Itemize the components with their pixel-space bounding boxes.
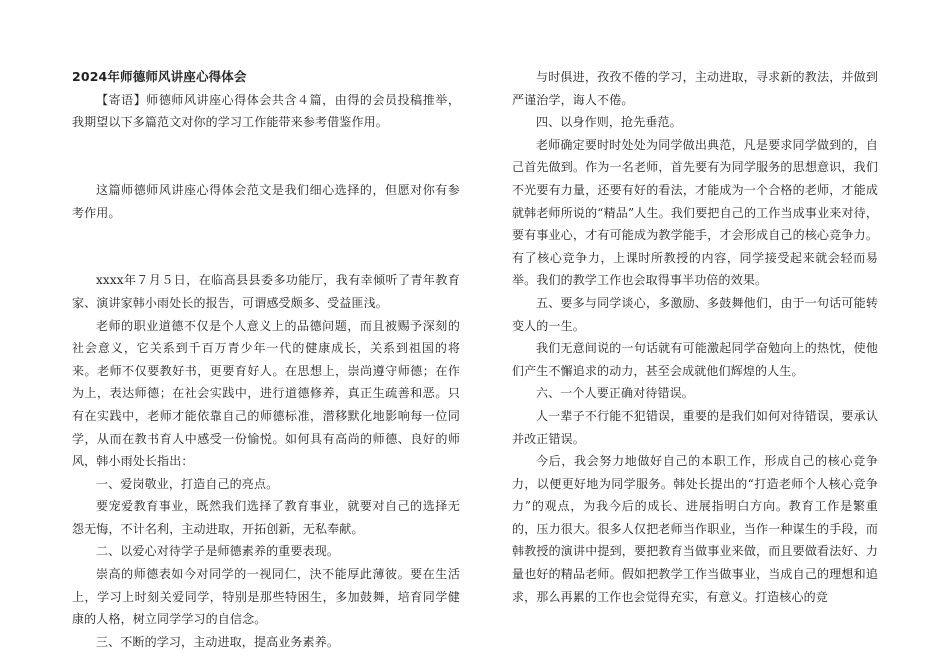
blank-line bbox=[72, 156, 460, 179]
paragraph: 老师确定要时时处处为同学做出典范，凡是要求同学做到的，自己首先做到。作为一名老师，首先要有为同学服务的思想意识，我们不光要有力量，还要有好的看法，才能成为一个合格的老师，才能成就韩老师所说的“精品”人生。我们要把自己的工作当成事业来对待，要有事业心，才有可能成为教学能手，才会形成自己的核心竞争力。有了核心竞争力，上课时所教授的内容，同学接受起来就会轻而易举。我们的教学工作也会取得事半功倍的效果。 bbox=[512, 137, 878, 288]
paragraph: xxxx年７月５日，在临高县县委多功能厅，我有幸倾听了青年教育家、演讲家韩小雨处长的报告，可谓感受颇多、受益匪浅。 bbox=[72, 273, 460, 310]
section-heading: 四、以身作则，抢先垂范。 bbox=[536, 115, 682, 130]
paragraph: 老师的职业道德不仅是个人意义上的品德问题，而且被赐予深刻的社会意义，它关系到千百万青少年一代的健康成长，关系到祖国的将来。老师不仅要教好书，更要育好人。在思想上，崇尚遵守师德；在作为上，表达师德；在社会实践中，进行道德修养，真正生疏善和恶。只有在实践中，老师才能依靠自己的师德标准，潜移默化地影响每一位同学，从而在教书育人中感受一份愉悦。如何具有高尚的师德、良好的师风，韩小雨处长指出： bbox=[72, 318, 460, 469]
section-heading: 六、一个人要正确对待错误。 bbox=[536, 386, 694, 401]
paragraph: 人一辈子不行能不犯错误，重要的是我们如何对待错误，要承认并改正错误。 bbox=[512, 408, 878, 446]
section-heading: 一、爱岗敬业，打造自己的亮点。 bbox=[96, 476, 279, 491]
paragraph: 我们无意间说的一句话就有可能激起同学奋勉向上的热忱，使他们产生不懈追求的动力，甚至会成就他们辉煌的人生。 bbox=[512, 341, 878, 378]
left-column bbox=[72, 66, 460, 653]
paragraph: 崇高的师德表如今对同学的一视同仁，決不能厚此薄彼。要在生活上，学习上时刻关爱同学，特别是那些特困生，多加鼓舞，培育同学健康的人格，树立同学学习的自信念。 bbox=[72, 567, 460, 627]
section-heading: 三、不断的学习，主动进取，提高业务素养。 bbox=[96, 634, 340, 649]
paragraph: 与时俱进，孜孜不倦的学习，主动进取，寻求新的教法，并做到严谨治学，诲人不倦。 bbox=[512, 70, 878, 107]
section-heading: 二、以爱心对待学子是师德素养的重要表现。 bbox=[96, 544, 340, 559]
paragraph: 【寄语】师德师风讲座心得体会共含４篇，由得的会员投稿推举，我期望以下多篇范文对你的学习工作能带来参考借鉴作用。 bbox=[72, 92, 460, 130]
blank-line bbox=[72, 224, 460, 247]
blank-line bbox=[72, 247, 460, 270]
blank-line bbox=[72, 134, 460, 157]
section-heading: 五、要多与同学谈心，多激励、多鼓舞他们，由于一句话可能转变人的一生。 bbox=[512, 295, 878, 333]
document-title: 2024年师德师风讲座心得体会 bbox=[72, 69, 247, 84]
paragraph: 要宠爱教育事业，既然我们选择了教育事业，就要对自己的选择无怨无悔，不计名利，主动进取，开拓创新，无私奉献。 bbox=[72, 499, 460, 536]
paragraph: 这篇师德师风讲座心得体会范文是我们细心选择的，但愿对你有参考作用。 bbox=[72, 182, 460, 220]
paragraph: 今后，我会努力地做好自己的本职工作，形成自己的核心竞争力，以便更好地为同学服务。韩处长提出的“打造老师个人核心竞争力”的观点，为我今后的成长、进展指明白方向。教育工作是繁重的，压力很大。很多人仅把老师当作职业，当作一种谋生的手段，而韩教授的演讲中提到，要把教育当做事业来做，而且要做看法好、力量也好的精品老师。假如把教学工作当做事业，当成自己的理想和追求，那么再累的工作也会觉得充实，有意义。打造核心的竞 bbox=[512, 454, 878, 604]
right-column bbox=[512, 66, 878, 608]
